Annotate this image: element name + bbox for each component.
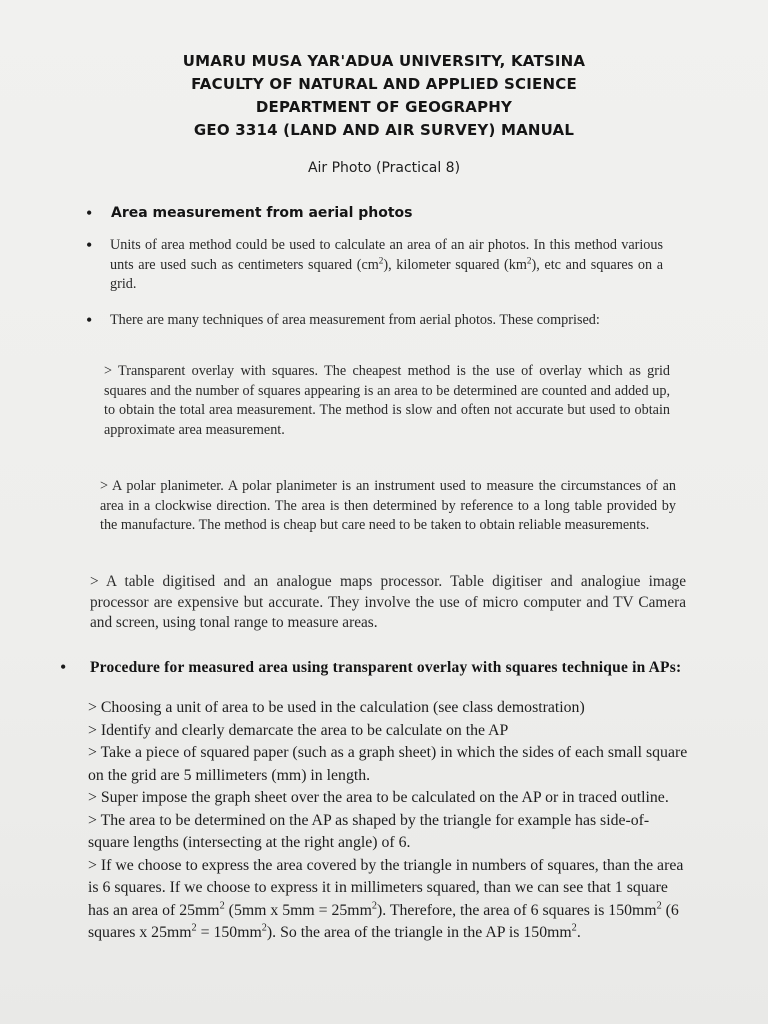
bullet-marker: • bbox=[86, 310, 93, 330]
procedure-step-5: > The area to be determined on the AP as shaped by the triangle for example has side-of-square lengths (intersecting at the right angle) of 6. bbox=[88, 811, 650, 851]
bullet-marker: • bbox=[86, 235, 93, 255]
course-title: GEO 3314 (LAND AND AIR SURVEY) MANUAL bbox=[193, 121, 575, 139]
procedure-step-6: > If we choose to express the area covered by the triangle in numbers of squares, than the area is 6 squares. If we choose to express it in millimeters squared, than we can see that 1 square has an area of $25mm^2$ (5mm x $5mm = 25mm^2$). Therefore, the area of 6 squares is $150mm^2$ (6 squares x $25mm^2 = 150mm^2$). So the area of the triangle in the AP is $150mm^2$. bbox=[88, 856, 684, 941]
bullet-marker: • bbox=[86, 203, 93, 223]
procedure-step-1: > Choosing a unit of area to be used in the calculation (see class demostration) bbox=[88, 699, 585, 716]
digitiser-technique-paragraph: > A table digitised and an analogue maps processor. Table digitiser and analogiue image processor are expensive but accurate. They involve the use of micro computer and TV Camera and screen, using tonal range to measure areas. bbox=[90, 573, 686, 631]
document-header bbox=[0, 50, 768, 142]
bullet-marker: • bbox=[60, 657, 67, 677]
techniques-intro-paragraph: There are many techniques of area measurement from aerial photos. These comprised: bbox=[110, 312, 600, 328]
department-name: DEPARTMENT OF GEOGRAPHY bbox=[255, 98, 513, 116]
overlay-technique-paragraph: > Transparent overlay with squares. The cheapest method is the use of overlay which as grid squares and the number of squares appearing is an area to be determined are counted and added up, to obtain the total area measurement. The method is slow and often not accurate but used to obtain approximate area measurement. bbox=[104, 363, 670, 438]
section-heading-procedure: Procedure for measured area using transparent overlay with squares technique in APs: bbox=[90, 659, 682, 676]
faculty-name: FACULTY OF NATURAL AND APPLIED SCIENCE bbox=[191, 75, 577, 93]
university-name: UMARU MUSA YAR'ADUA UNIVERSITY, KATSINA bbox=[182, 52, 586, 70]
units-paragraph: Units of area method could be used to calculate an area of an air photos. In this method various unts are used such as centimeters squared $(cm^2)$, kilometer squared $(km^2)$, etc and squares on a grid. bbox=[110, 237, 663, 292]
planimeter-technique-paragraph: > A polar planimeter. A polar planimeter is an instrument used to measure the circumstances of an area in a clockwise direction. The area is then determined by reference to a long table provided by the manufacture. The method is cheap but care need to be taken to obtain reliable measurements. bbox=[100, 478, 676, 533]
section-heading-area-measurement: Area measurement from aerial photos bbox=[111, 205, 413, 221]
procedure-step-2: > Identify and clearly demarcate the area to be calculate on the AP bbox=[88, 721, 509, 739]
procedure-step-3: > Take a piece of squared paper (such as a graph sheet) in which the sides of each small square on the grid are 5 millimeters (mm) in length. bbox=[88, 744, 688, 784]
procedure-step-4: > Super impose the graph sheet over the area to be calculated on the AP or in traced outline. bbox=[88, 789, 669, 806]
procedure-steps bbox=[88, 697, 690, 945]
practical-title: Air Photo (Practical 8) bbox=[307, 160, 461, 176]
